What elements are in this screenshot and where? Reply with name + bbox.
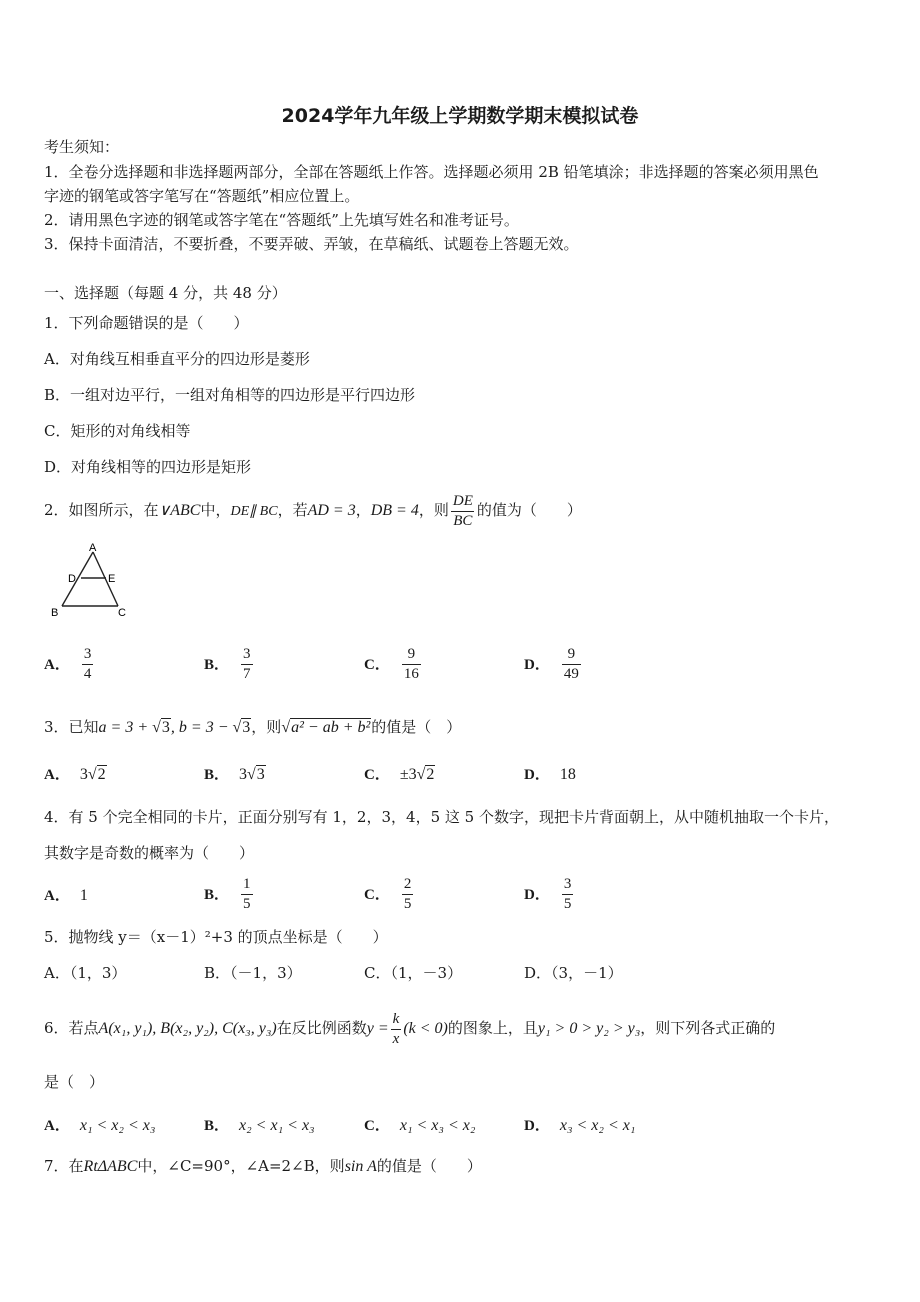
section-heading: 一、选择题（每题 4 分，共 48 分） [44, 284, 287, 302]
q1-option-d: D．对角线相等的四边形是矩形 [44, 458, 252, 476]
question-3-stem: 3．已知a = 3 + √3, b = 3 − √3，则√a² − ab + b²的值是（ ） [44, 718, 462, 736]
question-6-stem-cont: 是（ ） [44, 1073, 105, 1091]
q2-option-d: D． $\frac{9}{49}$ [524, 646, 579, 682]
question-1-stem: 1．下列命题错误的是（ ） [44, 314, 249, 332]
q4-option-c: C． $\frac{2}{5}$ [364, 876, 412, 912]
question-4-stem-cont: 其数字是奇数的概率为（ ） [44, 844, 255, 862]
q5-option-b: B．（－1，3） [204, 964, 302, 982]
q2-option-a: A． $\frac{3}{4}$ [44, 646, 92, 682]
q2-option-c: C． $\frac{9}{16}$ [364, 646, 419, 682]
q5-option-d: D．（3，－1） [524, 964, 623, 982]
notice-item-1-cont: 字迹的钢笔或答字笔写在“答题纸”相应位置上。 [44, 187, 360, 205]
q3-option-a: A． 3√2 [44, 766, 106, 783]
vertex-label-d: D [68, 573, 76, 585]
q6-option-a: A． x₁ < x₂ < x₃ [44, 1117, 156, 1134]
q6-option-b: B． x₂ < x₁ < x₃ [204, 1117, 315, 1134]
q2-option-b: B． $\frac{3}{7}$ [204, 646, 251, 682]
notice-item-2: 2．请用黑色字迹的钢笔或答字笔在“答题纸”上先填写姓名和准考证号。 [44, 211, 519, 229]
notice-item-1: 1．全卷分选择题和非选择题两部分，全部在答题纸上作答。选择题必须用 2B 铅笔填涂；非选择题的答案必须用黑色 [44, 163, 819, 181]
q6-option-c: C． x₁ < x₃ < x₂ [364, 1117, 476, 1134]
q5-option-a: A．（1，3） [44, 964, 127, 982]
q3-option-d: D． 18 [524, 766, 576, 783]
vertex-label-e: E [108, 573, 116, 585]
page-title: 2024学年九年级上学期数学期末模拟试卷 [281, 105, 639, 127]
q5-option-c: C．（1，－3） [364, 964, 463, 982]
question-6-stem: 6．若点A(x₁, y₁), B(x₂, y₂), C(x₃, y₃)在反比例函数y = $\frac{k}{x}$ (k < 0)的图象上，且y₁ > 0 > y₂ > y₃，则下列各式正确的 [44, 1010, 776, 1047]
vertex-label-b: B [51, 607, 59, 619]
triangle-figure [48, 540, 138, 622]
notice-item-3: 3．保持卡面清洁，不要折叠，不要弄破、弄皱，在草稿纸、试题卷上答题无效。 [44, 235, 579, 253]
q1-option-b: B．一组对边平行，一组对角相等的四边形是平行四边形 [44, 386, 416, 404]
q6-option-d: D． x₃ < x₂ < x₁ [524, 1117, 636, 1134]
q4-option-a: A． 1 [44, 887, 88, 904]
vertex-label-c: C [118, 607, 126, 619]
q3-option-b: B． 3√3 [204, 766, 265, 783]
q1-option-c: C．矩形的对角线相等 [44, 422, 191, 440]
vertex-label-a: A [89, 542, 97, 554]
q3-option-c: C． ±3√2 [364, 766, 435, 783]
notice-heading: 考生须知： [44, 138, 120, 156]
q4-option-d: D． $\frac{3}{5}$ [524, 876, 572, 912]
question-2-stem: 2．如图所示，在∨ABC中，DE∥ BC，若AD = 3，DB = 4，则 $\frac{DE}{BC}$ 的值为（ ） [44, 492, 582, 529]
question-5-stem: 5．抛物线 y＝（x－1）²+3 的顶点坐标是（ ） [44, 928, 388, 946]
question-4-stem: 4．有 5 个完全相同的卡片，正面分别写有 1，2，3，4，5 这 5 个数字，现把卡片背面朝上，从中随机抽取一个卡片， [44, 808, 839, 826]
q1-option-a: A．对角线互相垂直平分的四边形是菱形 [44, 350, 310, 368]
q4-option-b: B． $\frac{1}{5}$ [204, 876, 251, 912]
question-7-stem: 7．在RtΔABC中，∠C=90°，∠A=2∠B，则sin A的值是（ ） [44, 1157, 482, 1175]
